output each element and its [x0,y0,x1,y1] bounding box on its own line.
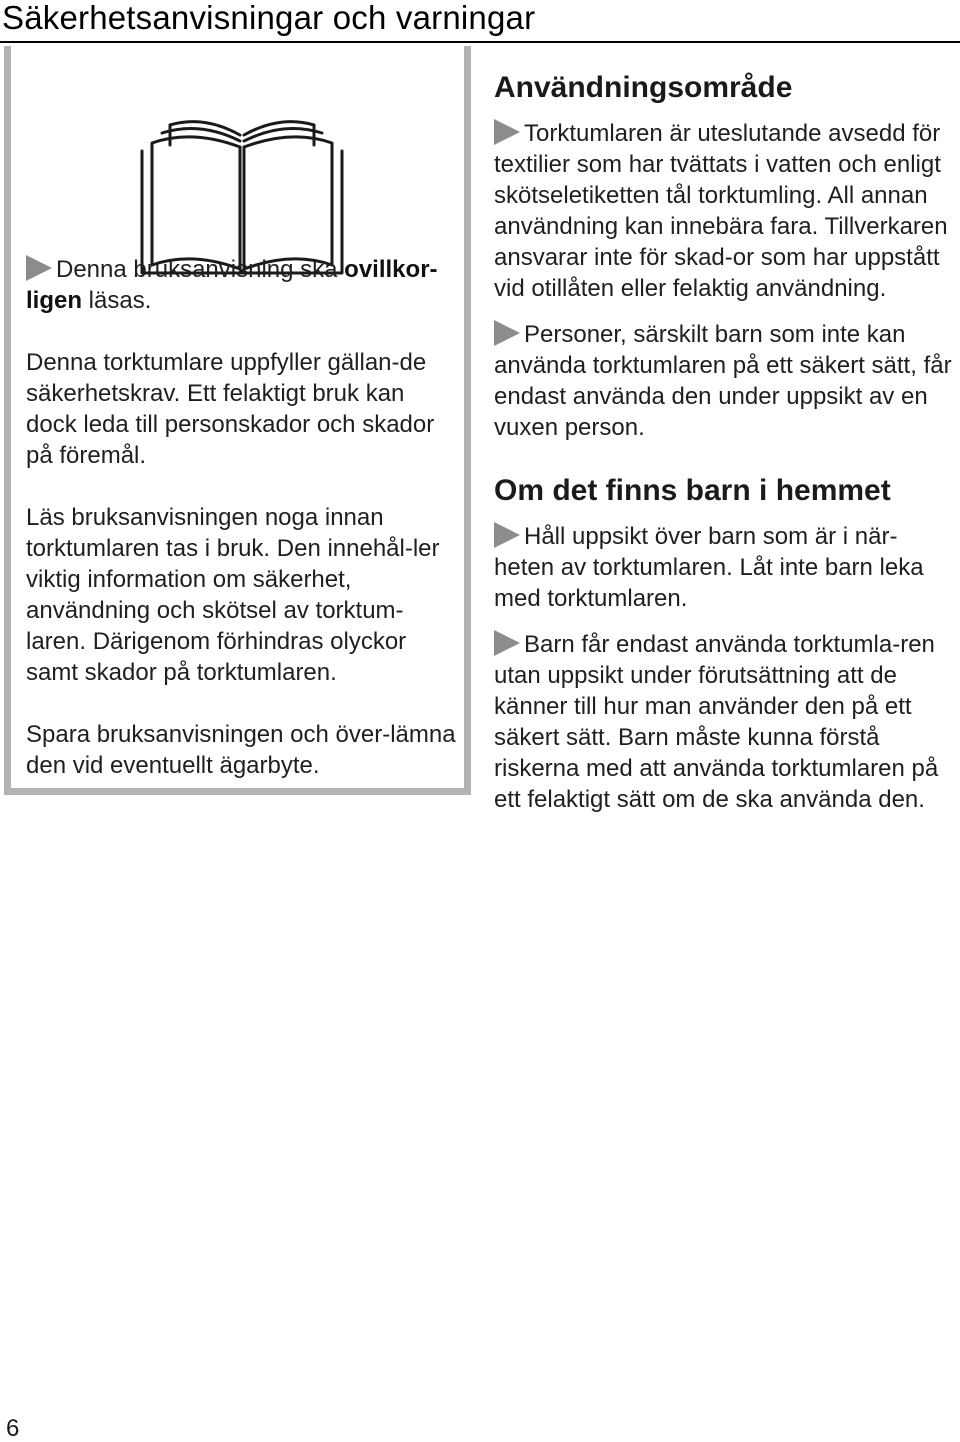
page-number: 6 [6,1415,20,1442]
arrow-icon [494,522,520,548]
children-item: Barn får endast använda torktumla-ren utan uppsikt under förutsättning att de känner till hur man använder den på ett säkert sätt. Barn måste kunna förstå riskerna med att använda torktumlaren på ett felaktigt sätt om de ska använda den. [494,631,939,813]
usage-heading: Användningsområde [494,71,793,104]
paragraph-read: Läs bruksanvisningen noga innan torktumlaren tas i bruk. Den innehål-ler viktig information om säkerhet, användning och skötsel av torktum-laren. Därigenom förhindras olyckor samt skador på torktumlaren. [26,504,440,686]
right-column [494,68,952,830]
paragraph-keep: Spara bruksanvisningen och över-lämna den vid eventuellt ägarbyte. [26,721,456,779]
arrow-icon [494,119,520,145]
children-item: Håll uppsikt över barn som är i när-heten av torktumlaren. Låt inte barn leka med torktumlaren. [494,523,924,612]
left-content [26,254,456,812]
paragraph-safety: Denna torktumlare uppfyller gällan-de säkerhetskrav. Ett felaktigt bruk kan dock leda till personskador och skador på föremål. [26,349,435,469]
arrow-icon [494,320,520,346]
book-icon [138,81,346,281]
page-title: Säkerhetsanvisningar och varningar [2,0,536,36]
intro-emphasis: ovillkor-ligen [26,256,438,314]
arrow-icon [26,255,52,281]
intro-paragraph: Denna bruksanvisning ska ovillkor-ligen läsas. [26,256,438,314]
arrow-icon [494,630,520,656]
warning-box [4,46,471,795]
usage-item: Torktumlaren är uteslutande avsedd för textilier som har tvättats i vatten och enligt skötseletiketten tål torktumling. All annan användning kan innebära fara. Tillverkaren ansvarar inte för skad-or som har uppstått vid otillåten eller felaktig användning. [494,120,948,302]
usage-item: Personer, särskilt barn som inte kan använda torktumlaren på ett säkert sätt, får endast använda den under uppsikt av en vuxen person. [494,321,952,441]
title-rule [0,41,960,43]
children-heading: Om det finns barn i hemmet [494,474,891,507]
